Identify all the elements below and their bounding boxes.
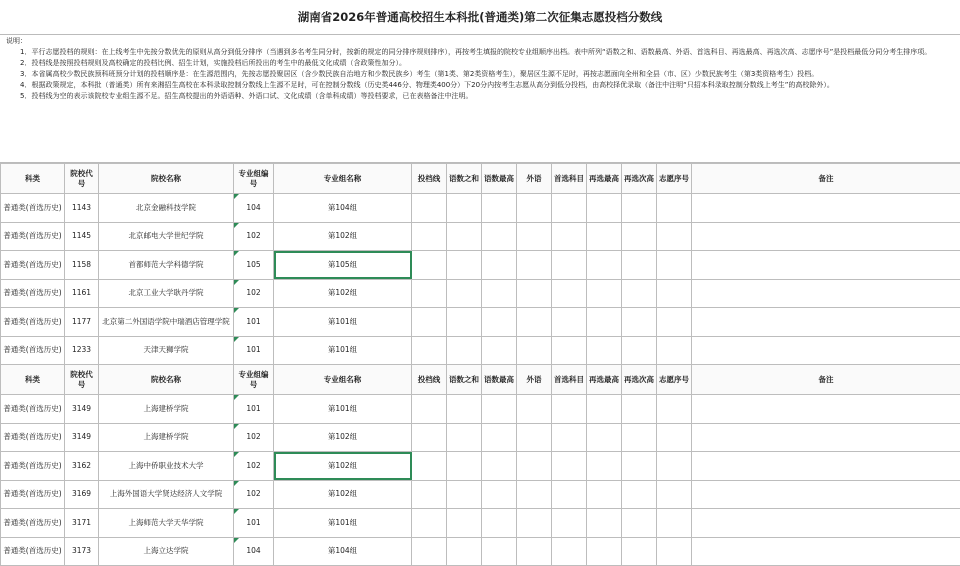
cell-col-reselect-max[interactable] bbox=[587, 222, 622, 251]
header-col-school-code[interactable]: 院校代号 bbox=[65, 365, 99, 395]
cell-col-reselect-second[interactable] bbox=[622, 509, 657, 538]
cell-col-group-code[interactable]: 102 bbox=[234, 279, 274, 308]
header-col-reselect-max[interactable]: 再选最高 bbox=[587, 365, 622, 395]
cell-col-chn-math-max[interactable] bbox=[482, 308, 517, 337]
cell-col-remarks[interactable] bbox=[692, 308, 960, 337]
cell-col-reselect-max[interactable] bbox=[587, 537, 622, 566]
cell-col-reselect-second[interactable] bbox=[622, 537, 657, 566]
cell-col-school-name[interactable]: 上海外国语大学贤达经济人文学院 bbox=[99, 480, 234, 509]
cell-col-school-code[interactable]: 3169 bbox=[65, 480, 99, 509]
header-col-reselect-second[interactable]: 再选次高 bbox=[622, 164, 657, 194]
cell-col-reselect-max[interactable] bbox=[587, 480, 622, 509]
cell-col-group-code[interactable]: 102 bbox=[234, 222, 274, 251]
cell-col-chn-math-max[interactable] bbox=[482, 537, 517, 566]
cell-col-chn-math-sum[interactable] bbox=[447, 537, 482, 566]
cell-col-first-subject[interactable] bbox=[552, 537, 587, 566]
cell-col-category[interactable]: 普通类(首选历史) bbox=[1, 194, 65, 223]
header-col-school-code[interactable]: 院校代号 bbox=[65, 164, 99, 194]
cell-col-foreign-lang[interactable] bbox=[517, 509, 552, 538]
table-header-row bbox=[1, 365, 960, 395]
header-col-chn-math-sum[interactable]: 语数之和 bbox=[447, 365, 482, 395]
cell-col-foreign-lang[interactable] bbox=[517, 336, 552, 365]
table-row bbox=[1, 452, 960, 481]
header-col-chn-math-sum[interactable]: 语数之和 bbox=[447, 164, 482, 194]
cell-col-cutoff[interactable] bbox=[412, 194, 447, 223]
cell-col-school-name[interactable]: 北京第二外国语学院中瑞酒店管理学院 bbox=[99, 308, 234, 337]
cell-col-reselect-max[interactable] bbox=[587, 336, 622, 365]
cell-col-school-code[interactable]: 1158 bbox=[65, 251, 99, 280]
cell-col-choice-order[interactable] bbox=[657, 452, 692, 481]
header-col-chn-math-max[interactable]: 语数最高 bbox=[482, 164, 517, 194]
cell-col-category[interactable]: 普通类(首选历史) bbox=[1, 251, 65, 280]
cell-col-cutoff[interactable] bbox=[412, 509, 447, 538]
cell-col-choice-order[interactable] bbox=[657, 480, 692, 509]
table-row bbox=[1, 480, 960, 509]
header-col-reselect-max[interactable]: 再选最高 bbox=[587, 164, 622, 194]
cell-col-school-code[interactable]: 1177 bbox=[65, 308, 99, 337]
header-col-school-name[interactable]: 院校名称 bbox=[99, 365, 234, 395]
cell-col-reselect-second[interactable] bbox=[622, 279, 657, 308]
cell-col-first-subject[interactable] bbox=[552, 251, 587, 280]
header-col-first-subject[interactable]: 首选科目 bbox=[552, 365, 587, 395]
cell-col-category[interactable]: 普通类(首选历史) bbox=[1, 395, 65, 424]
note-item: 4．根据政策规定，本科批（普通类）所有来湘招生高校在本科录取控制分数线上生源不足时，可在控制分数线（历史类446分、物理类400分）下20分内按考生志愿从高分到低分投档，由高校择优录取（备注中注明“只招本科录取控制分数线上考生”的高校除外）。 bbox=[6, 80, 954, 91]
cell-col-chn-math-sum[interactable] bbox=[447, 222, 482, 251]
cell-col-school-name[interactable]: 上海中侨职业技术大学 bbox=[99, 452, 234, 481]
cell-col-school-name[interactable]: 首都师范大学科德学院 bbox=[99, 251, 234, 280]
cell-col-reselect-max[interactable] bbox=[587, 509, 622, 538]
cell-col-category[interactable]: 普通类(首选历史) bbox=[1, 423, 65, 452]
cell-col-chn-math-max[interactable] bbox=[482, 222, 517, 251]
cell-col-first-subject[interactable] bbox=[552, 423, 587, 452]
cell-col-chn-math-sum[interactable] bbox=[447, 279, 482, 308]
cell-col-school-code[interactable]: 1145 bbox=[65, 222, 99, 251]
cell-col-cutoff[interactable] bbox=[412, 279, 447, 308]
cell-col-reselect-second[interactable] bbox=[622, 251, 657, 280]
header-col-first-subject[interactable]: 首选科目 bbox=[552, 164, 587, 194]
score-table bbox=[0, 163, 960, 566]
header-col-group-name[interactable]: 专业组名称 bbox=[274, 365, 412, 395]
cell-col-group-code[interactable]: 101 bbox=[234, 308, 274, 337]
cell-col-choice-order[interactable] bbox=[657, 194, 692, 223]
header-col-category[interactable]: 科类 bbox=[1, 365, 65, 395]
note-item: 1．平行志愿投档的规则：在上线考生中先按分数优先的原则从高分到低分排序（当遇到多名考生同分时，按新的规定的同分排序规则排序），再按考生填报的院校专业组顺序出档。表中所列“语数之和、语数最高、外语、首选科目、再选最高、再选次高、志愿序号”是投档最低分同分考生排序项。 bbox=[6, 47, 954, 58]
cell-col-foreign-lang[interactable] bbox=[517, 423, 552, 452]
table-row bbox=[1, 279, 960, 308]
cell-col-cutoff[interactable] bbox=[412, 452, 447, 481]
cell-col-group-name[interactable]: 第101组 bbox=[274, 308, 412, 337]
cell-col-category[interactable]: 普通类(首选历史) bbox=[1, 480, 65, 509]
notes-label: 说明： bbox=[6, 36, 954, 47]
cell-col-group-code[interactable]: 102 bbox=[234, 452, 274, 481]
cell-col-chn-math-sum[interactable] bbox=[447, 251, 482, 280]
cell-col-school-name[interactable]: 上海立达学院 bbox=[99, 537, 234, 566]
table-header-row bbox=[1, 164, 960, 194]
cell-col-group-name[interactable]: 第102组 bbox=[274, 279, 412, 308]
cell-col-foreign-lang[interactable] bbox=[517, 194, 552, 223]
header-col-group-code[interactable]: 专业组编号 bbox=[234, 164, 274, 194]
cell-col-remarks[interactable] bbox=[692, 509, 960, 538]
cell-col-reselect-max[interactable] bbox=[587, 423, 622, 452]
cell-col-chn-math-sum[interactable] bbox=[447, 423, 482, 452]
cell-col-group-code[interactable]: 102 bbox=[234, 423, 274, 452]
header-col-choice-order[interactable]: 志愿序号 bbox=[657, 164, 692, 194]
cell-col-chn-math-max[interactable] bbox=[482, 480, 517, 509]
cell-col-category[interactable]: 普通类(首选历史) bbox=[1, 336, 65, 365]
cell-col-school-name[interactable]: 上海建桥学院 bbox=[99, 423, 234, 452]
cell-col-remarks[interactable] bbox=[692, 279, 960, 308]
cell-col-remarks[interactable] bbox=[692, 480, 960, 509]
header-col-remarks[interactable]: 备注 bbox=[692, 365, 960, 395]
header-col-group-name[interactable]: 专业组名称 bbox=[274, 164, 412, 194]
cell-col-first-subject[interactable] bbox=[552, 194, 587, 223]
cell-col-chn-math-sum[interactable] bbox=[447, 509, 482, 538]
cell-col-first-subject[interactable] bbox=[552, 480, 587, 509]
cell-col-reselect-second[interactable] bbox=[622, 308, 657, 337]
cell-col-first-subject[interactable] bbox=[552, 279, 587, 308]
cell-col-reselect-second[interactable] bbox=[622, 452, 657, 481]
cell-col-school-code[interactable]: 3171 bbox=[65, 509, 99, 538]
cell-col-group-name[interactable]: 第104组 bbox=[274, 537, 412, 566]
cell-col-choice-order[interactable] bbox=[657, 222, 692, 251]
cell-col-choice-order[interactable] bbox=[657, 423, 692, 452]
header-col-foreign-lang[interactable]: 外语 bbox=[517, 164, 552, 194]
cell-col-chn-math-max[interactable] bbox=[482, 194, 517, 223]
cell-col-choice-order[interactable] bbox=[657, 308, 692, 337]
header-col-chn-math-max[interactable]: 语数最高 bbox=[482, 365, 517, 395]
cell-col-group-code[interactable]: 101 bbox=[234, 395, 274, 424]
cell-col-cutoff[interactable] bbox=[412, 480, 447, 509]
cell-col-school-code[interactable]: 3149 bbox=[65, 395, 99, 424]
cell-col-school-name[interactable]: 天津天狮学院 bbox=[99, 336, 234, 365]
cell-col-group-code[interactable]: 102 bbox=[234, 480, 274, 509]
cell-col-category[interactable]: 普通类(首选历史) bbox=[1, 452, 65, 481]
cell-col-foreign-lang[interactable] bbox=[517, 452, 552, 481]
cell-col-chn-math-sum[interactable] bbox=[447, 395, 482, 424]
table-row bbox=[1, 395, 960, 424]
cell-col-remarks[interactable] bbox=[692, 423, 960, 452]
cell-col-remarks[interactable] bbox=[692, 251, 960, 280]
cell-col-category[interactable]: 普通类(首选历史) bbox=[1, 279, 65, 308]
cell-col-school-name[interactable]: 上海建桥学院 bbox=[99, 395, 234, 424]
cell-col-remarks[interactable] bbox=[692, 537, 960, 566]
cell-col-cutoff[interactable] bbox=[412, 222, 447, 251]
cell-col-reselect-second[interactable] bbox=[622, 395, 657, 424]
table-row bbox=[1, 222, 960, 251]
cell-col-school-code[interactable]: 3173 bbox=[65, 537, 99, 566]
cell-col-school-name[interactable]: 上海师范大学天华学院 bbox=[99, 509, 234, 538]
table-row bbox=[1, 423, 960, 452]
notes-block bbox=[0, 34, 960, 163]
cell-col-category[interactable]: 普通类(首选历史) bbox=[1, 222, 65, 251]
cell-col-first-subject[interactable] bbox=[552, 452, 587, 481]
table-row bbox=[1, 537, 960, 566]
cell-col-foreign-lang[interactable] bbox=[517, 537, 552, 566]
cell-col-chn-math-max[interactable] bbox=[482, 279, 517, 308]
cell-col-chn-math-sum[interactable] bbox=[447, 308, 482, 337]
cell-col-choice-order[interactable] bbox=[657, 251, 692, 280]
cell-col-reselect-max[interactable] bbox=[587, 279, 622, 308]
cell-col-school-code[interactable]: 3162 bbox=[65, 452, 99, 481]
cell-col-school-name[interactable]: 北京金融科技学院 bbox=[99, 194, 234, 223]
header-col-foreign-lang[interactable]: 外语 bbox=[517, 365, 552, 395]
table-row bbox=[1, 194, 960, 223]
header-col-school-name[interactable]: 院校名称 bbox=[99, 164, 234, 194]
cell-col-remarks[interactable] bbox=[692, 395, 960, 424]
note-item: 5．投档线为空的表示该院校专业组生源不足。招生高校提出的外语语种、外语口试、文化成绩（含单科成绩）等投档要求，已在表格备注中注明。 bbox=[6, 91, 954, 102]
header-col-remarks[interactable]: 备注 bbox=[692, 164, 960, 194]
cell-col-school-name[interactable]: 北京工业大学耿丹学院 bbox=[99, 279, 234, 308]
cell-col-category[interactable]: 普通类(首选历史) bbox=[1, 308, 65, 337]
cell-col-chn-math-sum[interactable] bbox=[447, 480, 482, 509]
cell-col-cutoff[interactable] bbox=[412, 308, 447, 337]
cell-col-chn-math-max[interactable] bbox=[482, 509, 517, 538]
table-row bbox=[1, 308, 960, 337]
cell-col-choice-order[interactable] bbox=[657, 336, 692, 365]
cell-col-group-code[interactable]: 101 bbox=[234, 336, 274, 365]
cell-col-group-code[interactable]: 105 bbox=[234, 251, 274, 280]
cell-col-category[interactable]: 普通类(首选历史) bbox=[1, 509, 65, 538]
cell-col-first-subject[interactable] bbox=[552, 336, 587, 365]
cell-col-school-code[interactable]: 3149 bbox=[65, 423, 99, 452]
cell-col-group-name[interactable]: 第101组 bbox=[274, 509, 412, 538]
cell-col-reselect-second[interactable] bbox=[622, 336, 657, 365]
cell-col-chn-math-max[interactable] bbox=[482, 395, 517, 424]
cell-col-foreign-lang[interactable] bbox=[517, 308, 552, 337]
cell-col-cutoff[interactable] bbox=[412, 537, 447, 566]
cell-col-group-code[interactable]: 101 bbox=[234, 509, 274, 538]
header-col-cutoff[interactable]: 投档线 bbox=[412, 164, 447, 194]
cell-col-school-name[interactable]: 北京邮电大学世纪学院 bbox=[99, 222, 234, 251]
cell-col-foreign-lang[interactable] bbox=[517, 222, 552, 251]
cell-col-group-name[interactable]: 第104组 bbox=[274, 194, 412, 223]
cell-col-remarks[interactable] bbox=[692, 452, 960, 481]
cell-col-first-subject[interactable] bbox=[552, 308, 587, 337]
cell-col-chn-math-sum[interactable] bbox=[447, 452, 482, 481]
cell-col-remarks[interactable] bbox=[692, 222, 960, 251]
header-col-reselect-second[interactable]: 再选次高 bbox=[622, 365, 657, 395]
cell-col-first-subject[interactable] bbox=[552, 509, 587, 538]
cell-col-reselect-max[interactable] bbox=[587, 395, 622, 424]
cell-col-school-code[interactable]: 1143 bbox=[65, 194, 99, 223]
cell-col-choice-order[interactable] bbox=[657, 395, 692, 424]
table-row bbox=[1, 251, 960, 280]
cell-col-first-subject[interactable] bbox=[552, 395, 587, 424]
cell-col-foreign-lang[interactable] bbox=[517, 279, 552, 308]
cell-col-group-code[interactable]: 104 bbox=[234, 194, 274, 223]
cell-col-group-code[interactable]: 104 bbox=[234, 537, 274, 566]
cell-col-group-name[interactable]: 第105组 bbox=[274, 251, 412, 280]
cell-col-foreign-lang[interactable] bbox=[517, 395, 552, 424]
cell-col-school-code[interactable]: 1161 bbox=[65, 279, 99, 308]
note-item: 2．投档线是按照投档规则及高校确定的投档比例、招生计划，实施投档后所投出的考生中的最低文化成绩（含政策性加分）。 bbox=[6, 58, 954, 69]
cell-col-reselect-max[interactable] bbox=[587, 251, 622, 280]
cell-col-cutoff[interactable] bbox=[412, 251, 447, 280]
cell-col-cutoff[interactable] bbox=[412, 395, 447, 424]
cell-col-group-name[interactable]: 第101组 bbox=[274, 395, 412, 424]
cell-col-chn-math-max[interactable] bbox=[482, 336, 517, 365]
cell-col-group-name[interactable]: 第102组 bbox=[274, 452, 412, 481]
cell-col-cutoff[interactable] bbox=[412, 423, 447, 452]
note-item: 3．本省属高校少数民族预科班预分计划的投档顺序是：在生源范围内，先按志愿投聚居区（含少数民族自治地方和少数民族乡）考生（第1类、第2类资格考生），聚居区生源不足时，再按志愿面向全州和全县（市、区）少数民族考生（第3类资格考生）投档。 bbox=[6, 69, 954, 80]
cell-col-reselect-second[interactable] bbox=[622, 194, 657, 223]
cell-col-reselect-max[interactable] bbox=[587, 452, 622, 481]
header-col-choice-order[interactable]: 志愿序号 bbox=[657, 365, 692, 395]
cell-col-school-code[interactable]: 1233 bbox=[65, 336, 99, 365]
cell-col-first-subject[interactable] bbox=[552, 222, 587, 251]
cell-col-chn-math-sum[interactable] bbox=[447, 336, 482, 365]
cell-col-reselect-second[interactable] bbox=[622, 480, 657, 509]
cell-col-chn-math-max[interactable] bbox=[482, 423, 517, 452]
cell-col-reselect-second[interactable] bbox=[622, 222, 657, 251]
cell-col-remarks[interactable] bbox=[692, 336, 960, 365]
cell-col-group-name[interactable]: 第101组 bbox=[274, 336, 412, 365]
cell-col-foreign-lang[interactable] bbox=[517, 251, 552, 280]
cell-col-group-name[interactable]: 第102组 bbox=[274, 222, 412, 251]
cell-col-choice-order[interactable] bbox=[657, 509, 692, 538]
cell-col-choice-order[interactable] bbox=[657, 537, 692, 566]
cell-col-reselect-second[interactable] bbox=[622, 423, 657, 452]
cell-col-chn-math-max[interactable] bbox=[482, 251, 517, 280]
table-row bbox=[1, 336, 960, 365]
header-col-group-code[interactable]: 专业组编号 bbox=[234, 365, 274, 395]
header-col-cutoff[interactable]: 投档线 bbox=[412, 365, 447, 395]
header-col-category[interactable]: 科类 bbox=[1, 164, 65, 194]
cell-col-group-name[interactable]: 第102组 bbox=[274, 480, 412, 509]
cell-col-reselect-max[interactable] bbox=[587, 308, 622, 337]
cell-col-category[interactable]: 普通类(首选历史) bbox=[1, 537, 65, 566]
cell-col-reselect-max[interactable] bbox=[587, 194, 622, 223]
cell-col-remarks[interactable] bbox=[692, 194, 960, 223]
table-row bbox=[1, 509, 960, 538]
cell-col-group-name[interactable]: 第102组 bbox=[274, 423, 412, 452]
cell-col-chn-math-sum[interactable] bbox=[447, 194, 482, 223]
page-title: 湖南省2026年普通高校招生本科批(普通类)第二次征集志愿投档分数线 bbox=[0, 0, 960, 35]
cell-col-chn-math-max[interactable] bbox=[482, 452, 517, 481]
cell-col-foreign-lang[interactable] bbox=[517, 480, 552, 509]
cell-col-choice-order[interactable] bbox=[657, 279, 692, 308]
cell-col-cutoff[interactable] bbox=[412, 336, 447, 365]
